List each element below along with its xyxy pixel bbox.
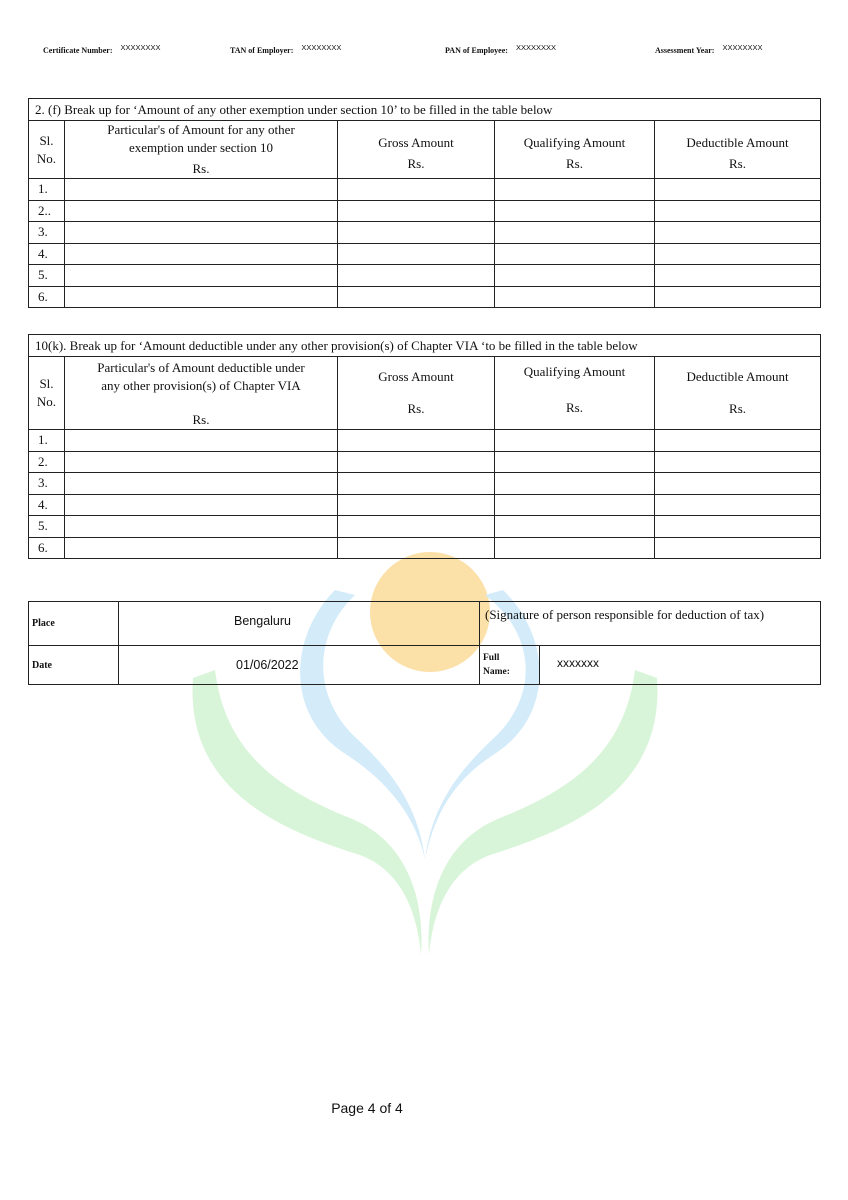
- row-number: 1.: [29, 179, 65, 201]
- table-row: [29, 286, 821, 308]
- gross-cell: [338, 243, 495, 265]
- particulars-cell: [65, 222, 338, 244]
- page-number: Page 4 of 4: [331, 1100, 403, 1116]
- watermark-green-right-leaf: [429, 670, 658, 955]
- particulars-cell: [65, 537, 338, 559]
- row-number: 5.: [29, 516, 65, 538]
- gross-cell: [338, 222, 495, 244]
- row-number: 4.: [29, 243, 65, 265]
- gross-cell: [338, 473, 495, 495]
- pan-of-employee: [445, 43, 556, 55]
- place-label: Place: [29, 602, 119, 646]
- assessment-year-value: XXXXXXXX: [722, 43, 763, 52]
- deductible-cell: [655, 222, 821, 244]
- full-name-label: Full Name:: [480, 646, 540, 685]
- table-row: [29, 265, 821, 287]
- table2-deductible-header: Deductible Amount Rs.: [655, 357, 821, 430]
- particulars-cell: [65, 265, 338, 287]
- gross-cell: [338, 265, 495, 287]
- table-row: [29, 222, 821, 244]
- particulars-cell: [65, 451, 338, 473]
- deductible-cell: [655, 494, 821, 516]
- row-number: 5.: [29, 265, 65, 287]
- table1-particulars-header: Particular's of Amount for any other exemption under section 10 Rs.: [65, 121, 338, 179]
- table-row: [29, 473, 821, 495]
- qualifying-cell: [495, 200, 655, 222]
- deductible-cell: [655, 430, 821, 452]
- row-number: 1.: [29, 430, 65, 452]
- deductible-cell: [655, 200, 821, 222]
- assessment-year: [655, 43, 763, 55]
- chapter-via-deductions-table: [28, 334, 821, 559]
- qualifying-cell: [495, 516, 655, 538]
- qualifying-cell: [495, 179, 655, 201]
- deductible-cell: [655, 179, 821, 201]
- table1-sl-header: Sl. No.: [29, 121, 65, 179]
- particulars-cell: [65, 494, 338, 516]
- date-label: Date: [29, 646, 119, 685]
- table-row: [29, 537, 821, 559]
- qualifying-cell: [495, 243, 655, 265]
- signature-block: [28, 601, 821, 685]
- assessment-year-label: Assessment Year:: [655, 46, 715, 55]
- deductible-cell: [655, 473, 821, 495]
- pan-value: XXXXXXXX: [515, 43, 556, 52]
- table-row: [29, 516, 821, 538]
- deductible-cell: [655, 537, 821, 559]
- gross-cell: [338, 451, 495, 473]
- table1-deductible-header: Deductible Amount Rs.: [655, 121, 821, 179]
- tan-of-employer: [230, 43, 342, 55]
- table1-gross-header: Gross Amount Rs.: [338, 121, 495, 179]
- table-row: [29, 179, 821, 201]
- table2-title: 10(k). Break up for ‘Amount deductible under any other provision(s) of Chapter VIA ‘to be filled in the table below: [29, 335, 821, 357]
- exemption-section10-table: [28, 98, 821, 308]
- qualifying-cell: [495, 265, 655, 287]
- table-row: [29, 451, 821, 473]
- gross-cell: [338, 537, 495, 559]
- place-value: Bengaluru: [119, 602, 480, 646]
- tan-value: XXXXXXXX: [301, 43, 342, 52]
- table2-gross-header: Gross Amount Rs.: [338, 357, 495, 430]
- qualifying-cell: [495, 286, 655, 308]
- particulars-cell: [65, 243, 338, 265]
- table-row: [29, 243, 821, 265]
- gross-cell: [338, 494, 495, 516]
- table2-qualifying-header: Qualifying Amount Rs.: [495, 357, 655, 430]
- particulars-cell: [65, 200, 338, 222]
- certificate-number-value: XXXXXXXX: [120, 43, 161, 52]
- date-value: 01/06/2022: [119, 646, 480, 685]
- table2-particulars-header: Particular's of Amount deductible under any other provision(s) of Chapter VIA Rs.: [65, 357, 338, 430]
- row-number: 3.: [29, 473, 65, 495]
- row-number: 2.: [29, 451, 65, 473]
- qualifying-cell: [495, 430, 655, 452]
- gross-cell: [338, 516, 495, 538]
- particulars-cell: [65, 516, 338, 538]
- qualifying-cell: [495, 451, 655, 473]
- particulars-cell: [65, 179, 338, 201]
- particulars-cell: [65, 430, 338, 452]
- row-number: 3.: [29, 222, 65, 244]
- row-number: 6.: [29, 537, 65, 559]
- signature-note: (Signature of person responsible for deduction of tax): [480, 602, 821, 646]
- gross-cell: [338, 179, 495, 201]
- deductible-cell: [655, 286, 821, 308]
- deductible-cell: [655, 265, 821, 287]
- deductible-cell: [655, 243, 821, 265]
- tan-label: TAN of Employer:: [230, 46, 294, 55]
- particulars-cell: [65, 286, 338, 308]
- qualifying-cell: [495, 222, 655, 244]
- row-number: 6.: [29, 286, 65, 308]
- pan-label: PAN of Employee:: [445, 46, 508, 55]
- table1-qualifying-header: Qualifying Amount Rs.: [495, 121, 655, 179]
- deductible-cell: [655, 516, 821, 538]
- table-row: [29, 494, 821, 516]
- gross-cell: [338, 430, 495, 452]
- table-row: [29, 430, 821, 452]
- table1-title: 2. (f) Break up for ‘Amount of any other exemption under section 10’ to be filled in the table below: [29, 99, 821, 121]
- qualifying-cell: [495, 473, 655, 495]
- gross-cell: [338, 200, 495, 222]
- row-number: 4.: [29, 494, 65, 516]
- row-number: 2..: [29, 200, 65, 222]
- certificate-number-label: Certificate Number:: [43, 46, 113, 55]
- full-name-value: xxxxxxx: [540, 646, 821, 685]
- qualifying-cell: [495, 537, 655, 559]
- table-row: [29, 200, 821, 222]
- particulars-cell: [65, 473, 338, 495]
- watermark-green-left-leaf: [193, 670, 422, 955]
- table2-sl-header: Sl. No.: [29, 357, 65, 430]
- gross-cell: [338, 286, 495, 308]
- deductible-cell: [655, 451, 821, 473]
- qualifying-cell: [495, 494, 655, 516]
- certificate-number: [43, 43, 161, 55]
